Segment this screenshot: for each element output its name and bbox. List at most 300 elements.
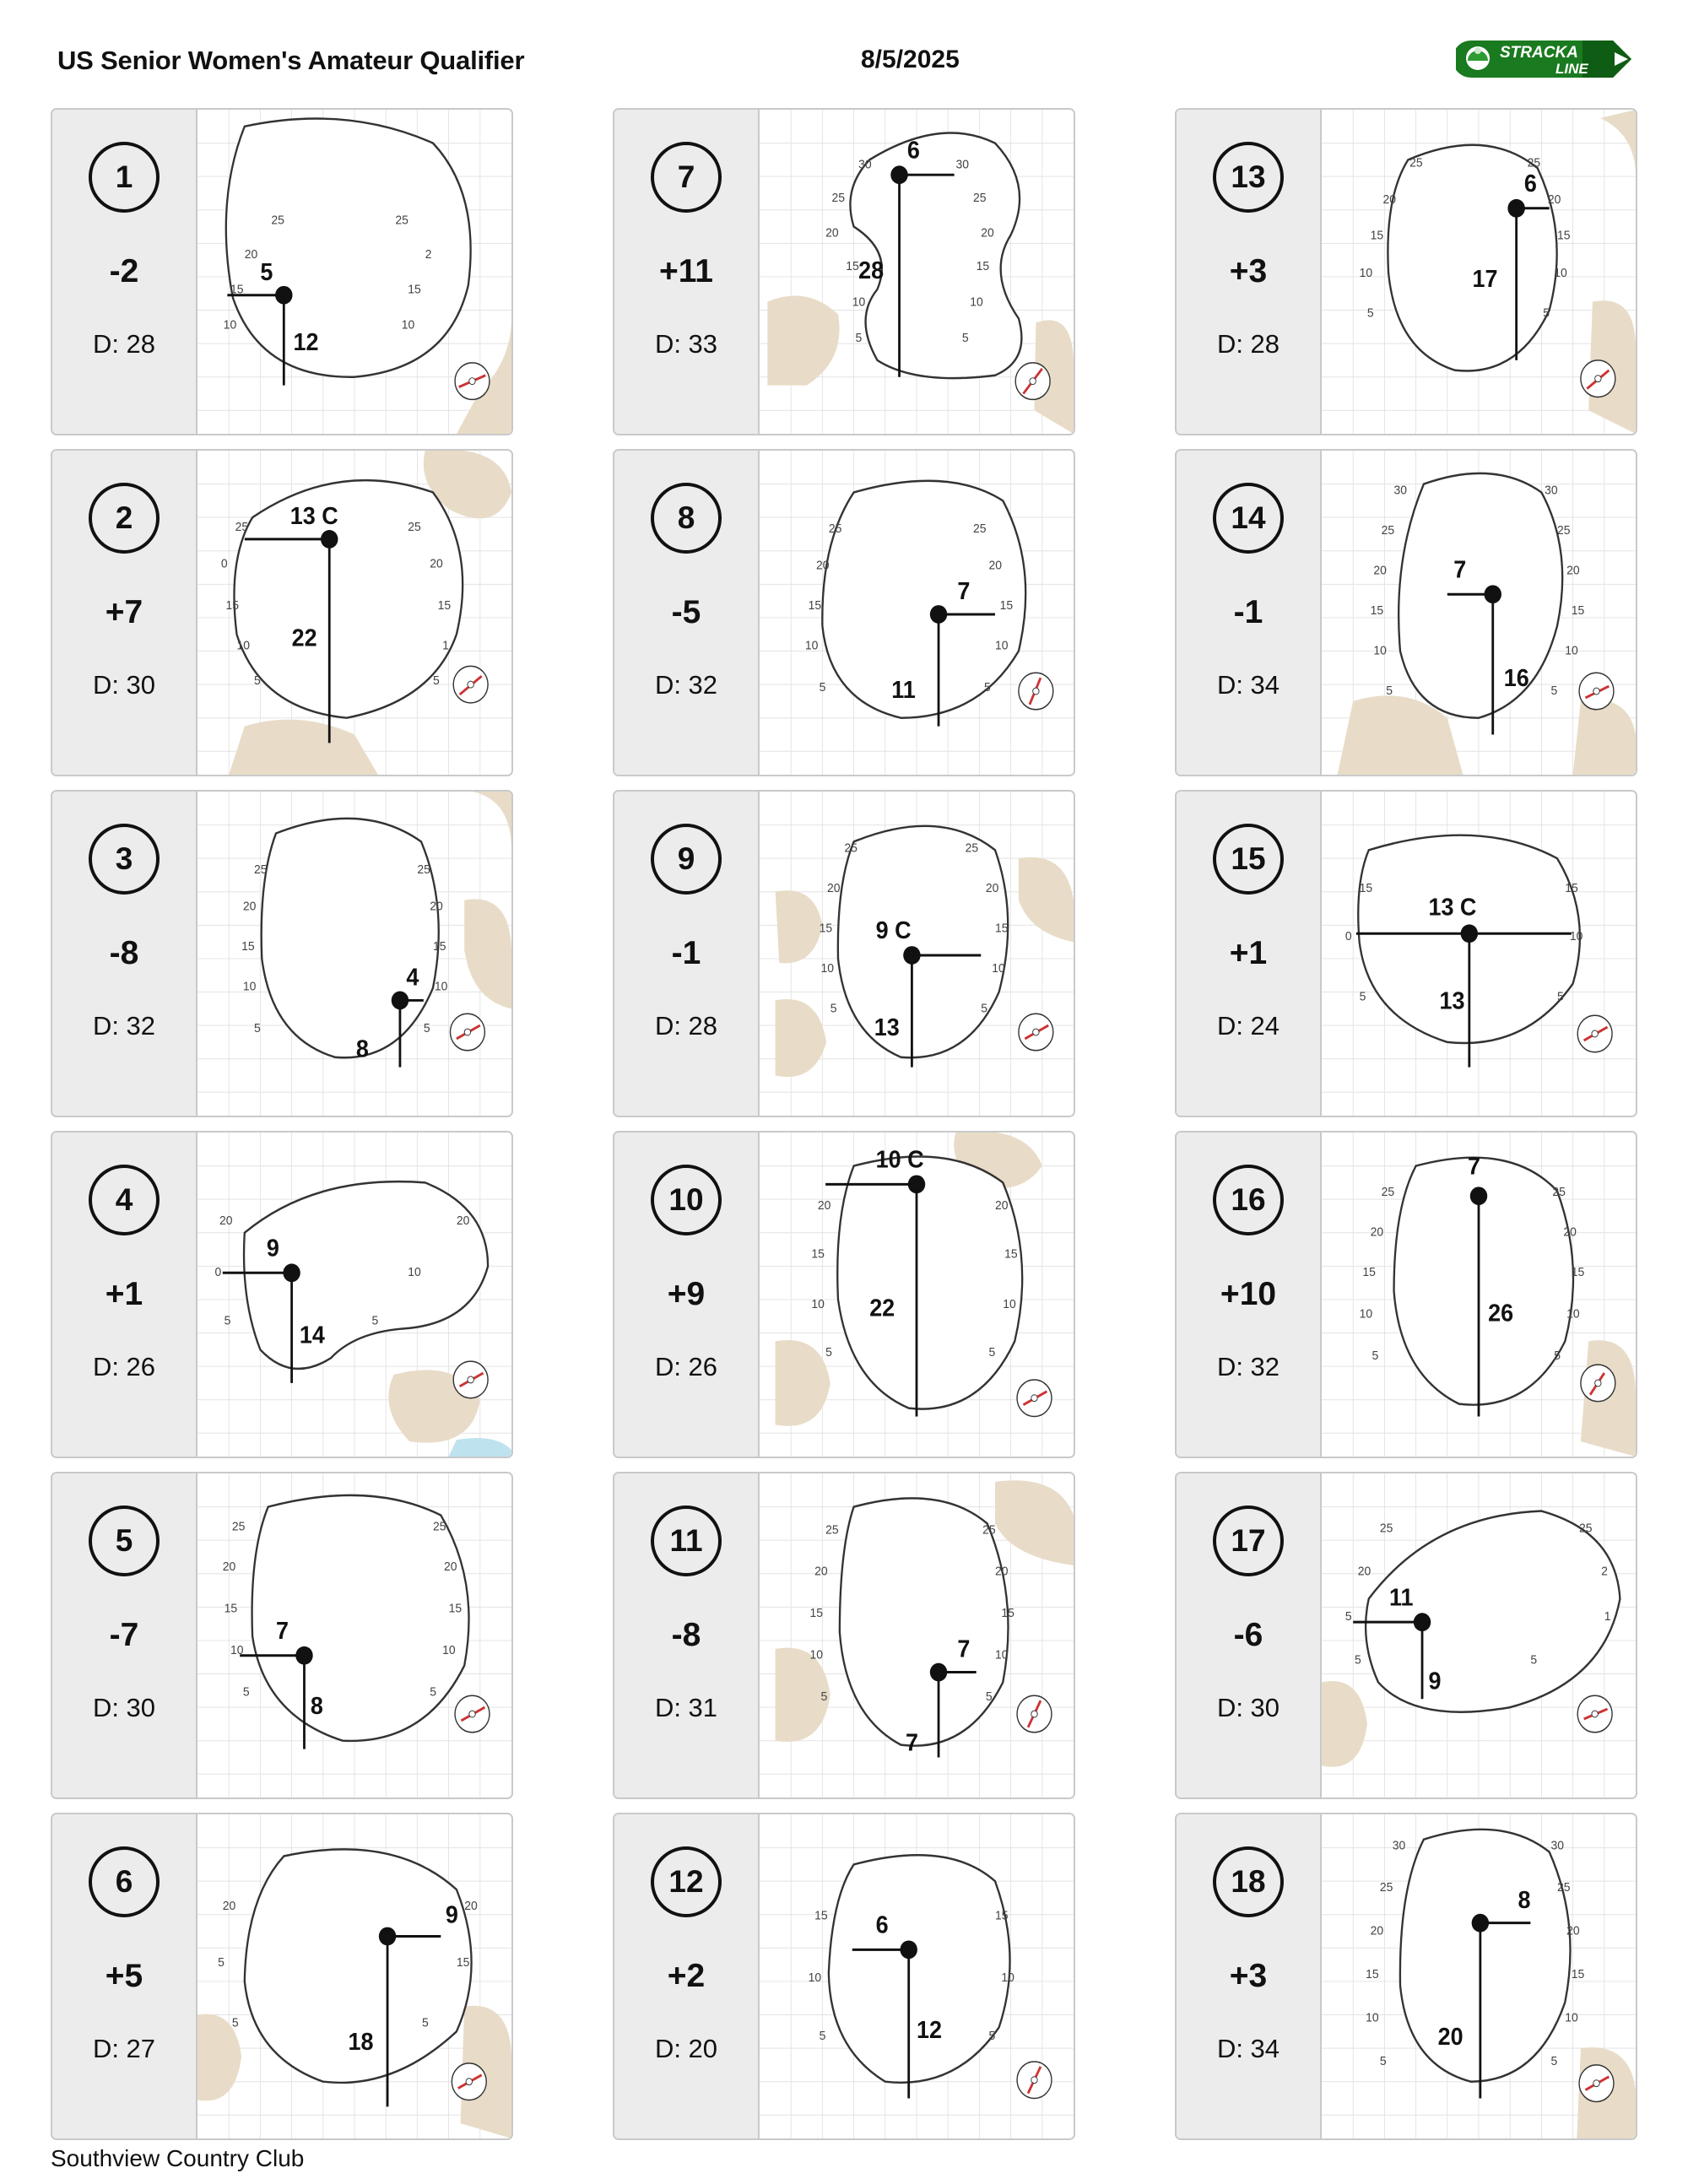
svg-text:15: 15	[1571, 1967, 1585, 1982]
compass-icon	[455, 1695, 490, 1733]
svg-text:20: 20	[1357, 1565, 1372, 1579]
svg-text:20: 20	[1566, 1924, 1580, 1938]
hole-card[interactable]	[51, 790, 513, 1117]
svg-text:5: 5	[855, 331, 863, 346]
svg-text:5: 5	[1550, 684, 1558, 699]
putt-label: 6	[875, 1911, 889, 1938]
hole-distance: D: 30	[1216, 1693, 1280, 1722]
svg-text:25: 25	[844, 841, 858, 856]
svg-text:5: 5	[819, 2029, 826, 2044]
svg-text:15: 15	[1565, 881, 1578, 895]
svg-text:10: 10	[811, 1297, 825, 1311]
course-name: Southview Country Club	[51, 2145, 305, 2171]
strackaline-logo	[1456, 35, 1637, 83]
svg-text:5: 5	[1359, 990, 1366, 1004]
svg-text:5: 5	[961, 331, 969, 346]
svg-text:20: 20	[981, 226, 994, 241]
svg-text:25: 25	[972, 522, 987, 537]
svg-text:10: 10	[1003, 1297, 1016, 1311]
putt-label: 13 C	[1428, 893, 1477, 921]
hole-slope: +3	[1229, 1958, 1268, 1994]
hole-distance: D: 33	[654, 329, 718, 359]
svg-text:10: 10	[1565, 2011, 1578, 2025]
putt-label: 7	[276, 1617, 289, 1645]
svg-text:20: 20	[444, 1560, 457, 1574]
svg-text:20: 20	[1547, 192, 1561, 207]
svg-text:15: 15	[1366, 1967, 1379, 1982]
svg-text:20: 20	[464, 1899, 478, 1913]
svg-text:20: 20	[988, 559, 1003, 573]
svg-text:5: 5	[1550, 2054, 1558, 2069]
svg-text:15: 15	[1370, 229, 1384, 243]
svg-text:15: 15	[433, 939, 446, 954]
svg-text:10: 10	[401, 317, 415, 332]
svg-text:30: 30	[1550, 1839, 1565, 1853]
hole-distance: D: 26	[654, 1352, 718, 1381]
putt-distance: 20	[1437, 2023, 1463, 2051]
page-title: US Senior Women's Amateur Qualifier	[57, 46, 525, 75]
hole-info	[52, 110, 197, 434]
svg-text:20: 20	[995, 1198, 1009, 1214]
svg-text:20: 20	[456, 1214, 470, 1228]
svg-text:25: 25	[235, 520, 249, 535]
svg-text:25: 25	[395, 214, 408, 228]
svg-text:5: 5	[1344, 1609, 1352, 1624]
hole-number: 16	[1213, 1165, 1284, 1235]
compass-icon	[1581, 360, 1615, 397]
svg-text:15: 15	[224, 1601, 238, 1616]
svg-text:5: 5	[830, 1001, 837, 1016]
svg-text:15: 15	[1362, 1265, 1376, 1280]
green-diagram	[197, 792, 511, 1116]
svg-text:25: 25	[965, 841, 979, 856]
hole-number: 6	[89, 1846, 160, 1917]
putt-distance: 8	[355, 1035, 369, 1062]
svg-text:15: 15	[995, 921, 1009, 936]
green-diagram	[197, 1133, 511, 1457]
putt-distance: 22	[869, 1294, 895, 1322]
svg-text:10: 10	[236, 639, 251, 653]
svg-text:STRACKA: STRACKA	[1500, 44, 1578, 62]
putt-label: 9	[445, 1900, 458, 1928]
hole-number: 1	[89, 142, 160, 213]
hole-number: 17	[1213, 1506, 1284, 1576]
svg-text:10: 10	[223, 317, 237, 332]
hole-card[interactable]	[613, 1472, 1075, 1799]
svg-text:30: 30	[858, 157, 872, 172]
svg-text:15: 15	[1359, 881, 1373, 895]
svg-text:10: 10	[434, 980, 448, 994]
svg-text:10: 10	[992, 961, 1005, 976]
hole-distance: D: 32	[92, 1011, 156, 1041]
svg-text:25: 25	[408, 520, 421, 535]
svg-text:10: 10	[1554, 266, 1567, 281]
svg-text:25: 25	[825, 1522, 839, 1538]
hole-number: 2	[89, 483, 160, 554]
hole-number: 5	[89, 1506, 160, 1576]
svg-text:25: 25	[828, 522, 842, 537]
svg-text:25: 25	[1557, 1880, 1571, 1895]
green-diagram	[760, 1814, 1074, 2138]
hole-info	[52, 1814, 197, 2138]
svg-text:25: 25	[1381, 1185, 1395, 1200]
compass-icon	[453, 1361, 488, 1398]
svg-text:10: 10	[852, 295, 866, 310]
svg-text:15: 15	[456, 1955, 470, 1970]
svg-text:25: 25	[417, 862, 430, 878]
svg-text:1: 1	[442, 639, 449, 653]
putt-distance: 16	[1503, 664, 1529, 692]
svg-text:5: 5	[819, 680, 826, 695]
hole-distance: D: 28	[654, 1011, 718, 1041]
green-diagram	[760, 110, 1074, 434]
svg-text:20: 20	[1370, 1225, 1384, 1240]
hole-info	[614, 1473, 760, 1797]
svg-text:25: 25	[1557, 523, 1571, 538]
hole-slope: -1	[671, 935, 701, 971]
svg-text:25: 25	[1381, 523, 1395, 538]
svg-text:5: 5	[1543, 306, 1550, 321]
svg-text:25: 25	[1379, 1880, 1393, 1895]
svg-text:5: 5	[1554, 1349, 1561, 1364]
compass-icon	[455, 363, 490, 400]
putt-distance: 28	[858, 257, 885, 284]
svg-text:25: 25	[1379, 1521, 1393, 1536]
hole-slope: +7	[105, 594, 143, 630]
hole-number: 15	[1213, 824, 1284, 895]
hole-card[interactable]	[613, 449, 1075, 776]
putt-label: 4	[406, 963, 419, 991]
svg-text:10: 10	[1569, 929, 1583, 944]
putt-label: 10 C	[875, 1145, 924, 1173]
svg-text:30: 30	[1392, 1839, 1406, 1853]
hole-number: 12	[651, 1846, 722, 1917]
hole-distance: D: 34	[1216, 670, 1280, 700]
svg-text:30: 30	[1393, 484, 1408, 498]
svg-text:5: 5	[983, 680, 991, 695]
putt-distance: 12	[917, 2016, 942, 2044]
svg-text:LINE: LINE	[1555, 61, 1588, 77]
svg-text:10: 10	[1001, 1970, 1014, 1986]
hole-card[interactable]	[613, 1131, 1075, 1458]
svg-text:10: 10	[1359, 266, 1373, 281]
svg-text:15: 15	[846, 259, 859, 274]
putt-distance: 7	[905, 1728, 918, 1756]
svg-text:5: 5	[218, 1955, 225, 1970]
svg-text:20: 20	[430, 557, 443, 571]
putt-distance: 14	[299, 1321, 325, 1349]
svg-text:5: 5	[1372, 1349, 1379, 1364]
svg-text:20: 20	[825, 226, 839, 241]
hole-distance: D: 28	[92, 329, 156, 359]
putt-label: 6	[1523, 170, 1537, 197]
hole-slope: +3	[1229, 253, 1268, 289]
compass-icon	[453, 666, 488, 703]
green-diagram	[1322, 1473, 1636, 1797]
hole-card[interactable]	[1175, 1131, 1637, 1458]
svg-text:15: 15	[225, 598, 239, 614]
green-diagram	[197, 110, 511, 434]
hole-number: 13	[1213, 142, 1284, 213]
compass-icon	[1017, 2062, 1052, 2099]
svg-text:10: 10	[1366, 2011, 1379, 2025]
green-diagram	[760, 451, 1074, 775]
svg-text:15: 15	[976, 259, 990, 274]
green-diagram	[197, 1814, 511, 2138]
svg-text:20: 20	[995, 1565, 1009, 1579]
putt-distance: 17	[1472, 265, 1498, 292]
hole-number: 4	[89, 1165, 160, 1235]
svg-text:25: 25	[1579, 1521, 1593, 1536]
svg-text:5: 5	[981, 1001, 988, 1016]
green-diagram	[1322, 110, 1636, 434]
green-diagram	[197, 1473, 511, 1797]
svg-text:5: 5	[231, 2016, 239, 2030]
hole-distance: D: 24	[1216, 1011, 1280, 1041]
compass-icon	[1017, 1695, 1052, 1733]
green-diagram	[1322, 1133, 1636, 1457]
putt-label: 9	[266, 1234, 279, 1262]
compass-icon	[1579, 673, 1614, 710]
svg-text:0: 0	[1344, 929, 1352, 944]
compass-icon	[450, 1014, 484, 1051]
svg-text:20: 20	[219, 1214, 233, 1228]
svg-text:5: 5	[1386, 684, 1393, 699]
hole-card[interactable]	[613, 1813, 1075, 2140]
svg-text:10: 10	[1373, 644, 1387, 658]
svg-text:10: 10	[442, 1643, 456, 1657]
hole-slope: +1	[1229, 935, 1268, 971]
svg-text:5: 5	[825, 1345, 832, 1360]
compass-icon	[1015, 363, 1050, 400]
svg-text:10: 10	[808, 1970, 822, 1986]
hole-info	[1177, 451, 1322, 775]
svg-text:20: 20	[817, 1198, 831, 1214]
svg-text:15: 15	[809, 1606, 824, 1621]
svg-text:10: 10	[804, 639, 819, 653]
svg-text:20: 20	[826, 881, 841, 895]
svg-text:25: 25	[972, 191, 987, 205]
hole-card[interactable]	[1175, 790, 1637, 1117]
putt-distance: 13	[1439, 987, 1465, 1014]
compass-icon	[1581, 1365, 1615, 1402]
hole-distance: D: 34	[1216, 2034, 1280, 2063]
svg-text:5: 5	[253, 1021, 261, 1036]
hole-slope: -5	[671, 594, 701, 630]
svg-text:10: 10	[995, 639, 1009, 653]
svg-text:25: 25	[982, 1522, 996, 1538]
svg-text:25: 25	[271, 214, 284, 228]
svg-text:5: 5	[988, 1345, 996, 1360]
event-date: 8/5/2025	[861, 46, 960, 73]
svg-text:15: 15	[811, 1247, 825, 1262]
hole-distance: D: 31	[654, 1693, 718, 1722]
green-diagram	[760, 1473, 1074, 1797]
svg-text:1: 1	[1604, 1609, 1611, 1624]
svg-text:15: 15	[995, 1909, 1009, 1923]
hole-info	[614, 110, 760, 434]
hole-card[interactable]	[51, 449, 513, 776]
svg-text:15: 15	[1001, 1606, 1014, 1621]
hole-slope: -7	[109, 1617, 139, 1653]
svg-text:5: 5	[1355, 1653, 1361, 1668]
putt-label: 7	[1467, 1152, 1480, 1180]
putt-label: 9 C	[875, 916, 912, 944]
compass-icon	[1577, 1015, 1612, 1052]
hole-slope: +11	[658, 253, 713, 289]
hole-slope: +1	[105, 1276, 143, 1312]
svg-text:5: 5	[430, 1684, 437, 1700]
svg-text:25: 25	[1409, 155, 1423, 170]
compass-icon	[1579, 2065, 1614, 2102]
svg-text:30: 30	[1545, 484, 1558, 498]
putt-label: 8	[1518, 1886, 1531, 1914]
svg-text:20: 20	[244, 247, 258, 262]
putt-label: 7	[957, 577, 971, 605]
svg-text:10: 10	[820, 961, 835, 976]
putt-label: 11	[1388, 1583, 1414, 1611]
hole-slope: +5	[105, 1958, 143, 1994]
putt-distance: 18	[348, 2028, 374, 2056]
svg-text:20: 20	[242, 900, 257, 914]
hole-info	[1177, 110, 1322, 434]
svg-text:5: 5	[1530, 1653, 1538, 1668]
svg-text:5: 5	[988, 2029, 996, 2044]
svg-text:15: 15	[814, 1909, 828, 1923]
svg-text:10: 10	[970, 295, 983, 310]
svg-text:15: 15	[1004, 1247, 1018, 1262]
hole-slope: -8	[671, 1617, 701, 1653]
svg-text:15: 15	[1557, 229, 1571, 243]
svg-text:10: 10	[408, 1265, 421, 1280]
hole-number: 14	[1213, 483, 1284, 554]
compass-icon	[1019, 673, 1053, 710]
svg-text:20: 20	[1373, 564, 1387, 578]
hole-card[interactable]	[51, 1472, 513, 1799]
compass-icon	[1577, 1695, 1612, 1733]
hole-card[interactable]	[1175, 108, 1637, 435]
putt-label: 7	[957, 1635, 971, 1662]
svg-text:15: 15	[1571, 603, 1585, 619]
hole-number: 7	[651, 142, 722, 213]
svg-text:10: 10	[809, 1648, 824, 1662]
hole-card[interactable]	[613, 790, 1075, 1117]
hole-distance: D: 27	[92, 2034, 156, 2063]
svg-text:5: 5	[433, 673, 440, 689]
green-diagram	[1322, 451, 1636, 775]
putt-label: 7	[1453, 555, 1467, 583]
putt-label: 13 C	[289, 502, 338, 530]
svg-text:10: 10	[1566, 1307, 1580, 1322]
hole-distance: D: 28	[1216, 329, 1280, 359]
svg-text:20: 20	[815, 559, 830, 573]
putt-label: 5	[260, 258, 273, 286]
hole-number: 3	[89, 824, 160, 895]
holes-grid	[51, 108, 1637, 2140]
svg-text:20: 20	[1566, 564, 1580, 578]
hole-distance: D: 20	[654, 2034, 718, 2063]
svg-text:20: 20	[430, 900, 443, 914]
hole-distance: D: 32	[1216, 1352, 1280, 1381]
hole-card[interactable]	[613, 108, 1075, 435]
putt-distance: 13	[874, 1014, 900, 1041]
hole-slope: +10	[1220, 1276, 1277, 1312]
hole-slope: +2	[667, 1958, 706, 1994]
putt-distance: 22	[291, 624, 317, 651]
svg-text:5: 5	[242, 1684, 250, 1700]
hole-slope: -1	[1233, 594, 1263, 630]
putt-distance: 26	[1488, 1299, 1514, 1327]
svg-text:15: 15	[448, 1601, 463, 1616]
svg-text:15: 15	[999, 598, 1014, 614]
hole-card[interactable]	[51, 1131, 513, 1458]
hole-number: 9	[651, 824, 722, 895]
hole-slope: +9	[667, 1276, 706, 1312]
hole-slope: -2	[109, 253, 139, 289]
svg-text:15: 15	[241, 939, 255, 954]
hole-slope: -6	[1233, 1617, 1263, 1653]
svg-text:10: 10	[995, 1648, 1009, 1662]
svg-text:5: 5	[371, 1314, 379, 1328]
svg-text:25: 25	[831, 191, 846, 205]
svg-text:5: 5	[985, 1689, 993, 1705]
hole-card[interactable]	[1175, 1472, 1637, 1799]
svg-text:20: 20	[1370, 1924, 1384, 1938]
hole-card[interactable]	[51, 108, 513, 435]
svg-text:25: 25	[1552, 1185, 1566, 1200]
hole-info	[1177, 1473, 1322, 1797]
putt-distance: 11	[891, 676, 916, 704]
svg-text:10: 10	[242, 980, 257, 994]
svg-text:20: 20	[985, 881, 999, 895]
svg-text:10: 10	[230, 1643, 244, 1657]
green-diagram	[197, 451, 511, 775]
hole-info	[1177, 1814, 1322, 2138]
green-diagram	[1322, 1814, 1636, 2138]
svg-text:20: 20	[1563, 1225, 1577, 1240]
green-diagram	[760, 792, 1074, 1116]
svg-text:0: 0	[220, 557, 228, 571]
svg-text:25: 25	[1527, 155, 1541, 170]
svg-text:25: 25	[231, 1519, 246, 1534]
hole-info	[52, 792, 197, 1116]
svg-text:5: 5	[224, 1314, 231, 1328]
svg-text:5: 5	[1379, 2054, 1387, 2069]
svg-text:5: 5	[820, 1689, 828, 1705]
hole-info	[614, 792, 760, 1116]
hole-distance: D: 26	[92, 1352, 156, 1381]
svg-text:2: 2	[425, 247, 432, 262]
green-diagram	[760, 1133, 1074, 1457]
svg-text:30: 30	[955, 157, 970, 172]
svg-text:20: 20	[1382, 192, 1397, 207]
svg-text:5: 5	[423, 1021, 430, 1036]
svg-text:15: 15	[408, 283, 421, 297]
svg-text:5: 5	[421, 2016, 429, 2030]
hole-card[interactable]	[51, 1813, 513, 2140]
hole-info	[52, 1133, 197, 1457]
hole-card[interactable]	[1175, 1813, 1637, 2140]
hole-number: 18	[1213, 1846, 1284, 1917]
hole-info	[52, 1473, 197, 1797]
hole-card[interactable]	[1175, 449, 1637, 776]
svg-text:20: 20	[814, 1565, 828, 1579]
hole-info	[614, 451, 760, 775]
svg-text:15: 15	[819, 921, 833, 936]
hole-number: 10	[651, 1165, 722, 1235]
putt-label: 6	[906, 136, 920, 164]
compass-icon	[452, 2063, 486, 2100]
